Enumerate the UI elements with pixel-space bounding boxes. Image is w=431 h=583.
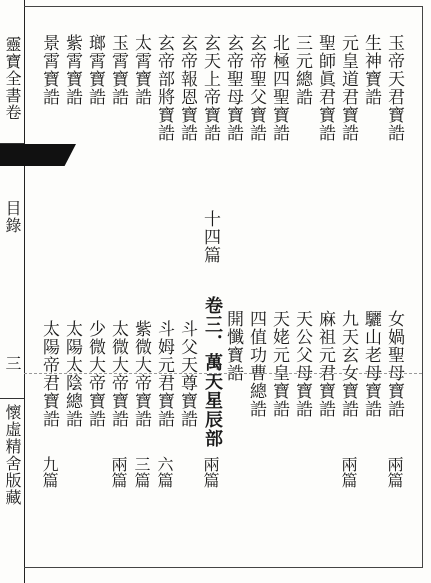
divider bbox=[0, 143, 24, 144]
book-title: 靈寶全書卷 bbox=[3, 36, 22, 121]
divider bbox=[0, 398, 24, 399]
toc-entry: 生神寶誥 bbox=[361, 34, 381, 106]
toc-entry: 玉帝天君寶誥 bbox=[384, 34, 404, 142]
volume-heading: 卷三．萬天星辰部 bbox=[202, 296, 223, 448]
toc-entry: 太微大帝寶誥 bbox=[108, 320, 128, 428]
toc-entry: 天公父母寶誥 bbox=[292, 310, 312, 418]
count-label: 兩篇 bbox=[109, 456, 128, 488]
toc-entry: 北極四聖寶誥 bbox=[269, 34, 289, 142]
toc-entry: 聖師眞君寶誥 bbox=[315, 34, 335, 142]
count-label: 九篇 bbox=[40, 456, 59, 488]
toc-entry: 元皇道君寶誥 bbox=[338, 34, 358, 142]
toc-entry: 景霄寶誥 bbox=[39, 34, 59, 106]
toc-entry: 三元總誥 bbox=[292, 34, 312, 106]
toc-entry: 玄帝報恩寶誥 bbox=[177, 34, 197, 142]
toc-entry: 麻祖元君寶誥 bbox=[315, 310, 335, 418]
toc-entry: 玄帝聖父寶誥 bbox=[246, 34, 266, 142]
count-label: 兩篇 bbox=[201, 456, 220, 488]
count-label: 兩篇 bbox=[339, 456, 358, 488]
toc-entry: 女媧聖母寶誥 bbox=[384, 310, 404, 418]
toc-entry: 四值功曹總誥 bbox=[246, 310, 266, 418]
count-label: 六篇 bbox=[155, 456, 174, 488]
toc-entry: 驪山老母寶誥 bbox=[361, 310, 381, 418]
toc-entry: 玄帝部將寶誥 bbox=[154, 34, 174, 142]
page-number: 三 bbox=[3, 355, 22, 372]
toc-entry: 斗姆元君寶誥 bbox=[154, 320, 174, 428]
toc-entry: 玄天上帝寶誥 bbox=[200, 34, 220, 142]
toc-entry: 玉霄寶誥 bbox=[108, 34, 128, 106]
toc-entry: 太霄寶誥 bbox=[131, 34, 151, 106]
toc-entry: 少微大帝寶誥 bbox=[85, 320, 105, 428]
count-label: 三篇 bbox=[132, 456, 151, 488]
toc-entry: 九天玄女寶誥 bbox=[338, 310, 358, 418]
toc-entry: 紫霄寶誥 bbox=[62, 34, 82, 106]
count-label: 十四篇 bbox=[200, 210, 220, 264]
count-label: 兩篇 bbox=[385, 456, 404, 488]
margin-strip bbox=[0, 0, 25, 583]
toc-entry: 玄帝聖母寶誥 bbox=[223, 34, 243, 142]
toc-entry: 天姥元皇寶誥 bbox=[269, 310, 289, 418]
toc-entry: 紫微大帝寶誥 bbox=[131, 320, 151, 428]
toc-entry: 瑯霄寶誥 bbox=[85, 34, 105, 106]
toc-entry: 太陽太陰總誥 bbox=[62, 320, 82, 428]
publisher-label: 懷虛精舍版藏 bbox=[3, 404, 22, 506]
section-label: 目錄 bbox=[3, 200, 22, 234]
toc-entry: 太陽帝君寶誥 bbox=[39, 320, 59, 428]
toc-entry: 開懺寶誥 bbox=[223, 310, 243, 382]
toc-entry: 斗父天尊寶誥 bbox=[177, 320, 197, 428]
fold-line bbox=[24, 373, 422, 374]
